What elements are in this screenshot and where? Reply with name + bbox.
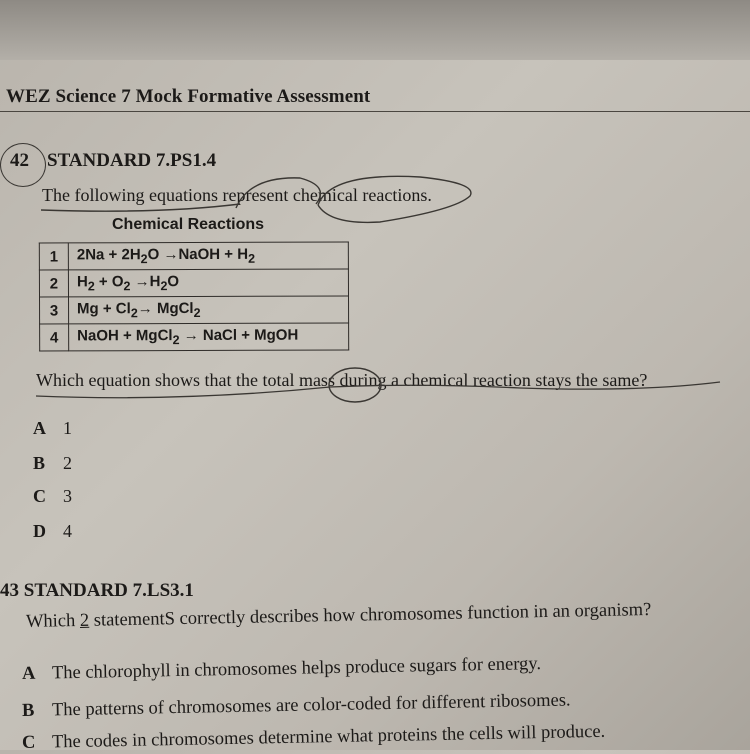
choice-letter: D [33, 521, 46, 541]
answer-option-b[interactable] [22, 690, 571, 722]
choice-text: 4 [63, 521, 72, 541]
question-number: 42 [10, 150, 29, 171]
question-standard: STANDARD 7.LS3.1 [23, 580, 194, 601]
question-stem: The following equations represent chemical reactions. [42, 185, 432, 205]
choice-text: 2 [63, 453, 72, 473]
question-43-heading [0, 580, 194, 602]
question-number: 43 [0, 580, 19, 601]
option-letter: B [21, 700, 35, 721]
choice-letter: C [33, 486, 46, 506]
stem-part: statementS correctly describes how chromosomes function in an organism? [88, 599, 652, 631]
answer-choice-c[interactable] [33, 486, 72, 507]
question-43-stem [26, 600, 652, 633]
assessment-title: WEZ Science 7 Mock Formative Assessment [6, 86, 371, 107]
reaction-equation: $Mg + Cl_2\to$ MgCl$_2$ [69, 296, 349, 324]
reaction-row [39, 242, 348, 270]
answer-choice-b[interactable] [33, 453, 72, 474]
option-text: The chlorophyll in chromosomes helps produce sugars for energy. [51, 654, 542, 684]
reactions-table [39, 241, 349, 351]
reaction-number: 4 [40, 324, 69, 351]
question-standard: STANDARD 7.PS1.4 [47, 150, 217, 171]
reaction-number: 3 [40, 297, 69, 324]
stem-part: Which [25, 610, 81, 632]
reaction-row [39, 269, 348, 297]
header-divider [0, 111, 750, 112]
answer-choice-a[interactable] [33, 418, 72, 439]
reaction-equation: $2Na + 2H_2O$ →NaOH + $H_2$ [68, 242, 348, 270]
reaction-row [40, 296, 349, 324]
answer-option-a[interactable] [22, 654, 541, 685]
answer-choice-d[interactable] [33, 521, 72, 542]
choice-letter: A [33, 418, 46, 438]
option-text: The patterns of chromosomes are color-coded for different ribosomes. [51, 690, 571, 721]
option-text: The codes in chromosomes determine what proteins the cells will produce. [51, 721, 606, 753]
reaction-equation: $H_2 + O_2 \to H_2O$ [68, 269, 348, 297]
answer-option-c[interactable] [22, 722, 606, 754]
reaction-equation: NaOH + MgCl$_2$ → NaCl + MgOH [69, 323, 349, 351]
option-letter: C [21, 732, 36, 753]
choice-letter: B [33, 453, 46, 473]
stem-emphasis: 2 [79, 610, 90, 631]
choice-text: 1 [63, 418, 72, 438]
question-prompt: Which equation shows that the total mass during a chemical reaction stays the same? [36, 370, 648, 390]
table-caption: Chemical Reactions [112, 216, 265, 233]
reaction-number: 2 [39, 270, 68, 297]
option-letter: A [21, 663, 36, 684]
reaction-row [40, 323, 349, 351]
reaction-number: 1 [39, 243, 68, 270]
choice-text: 3 [63, 486, 72, 506]
photo-shadow [0, 0, 750, 60]
